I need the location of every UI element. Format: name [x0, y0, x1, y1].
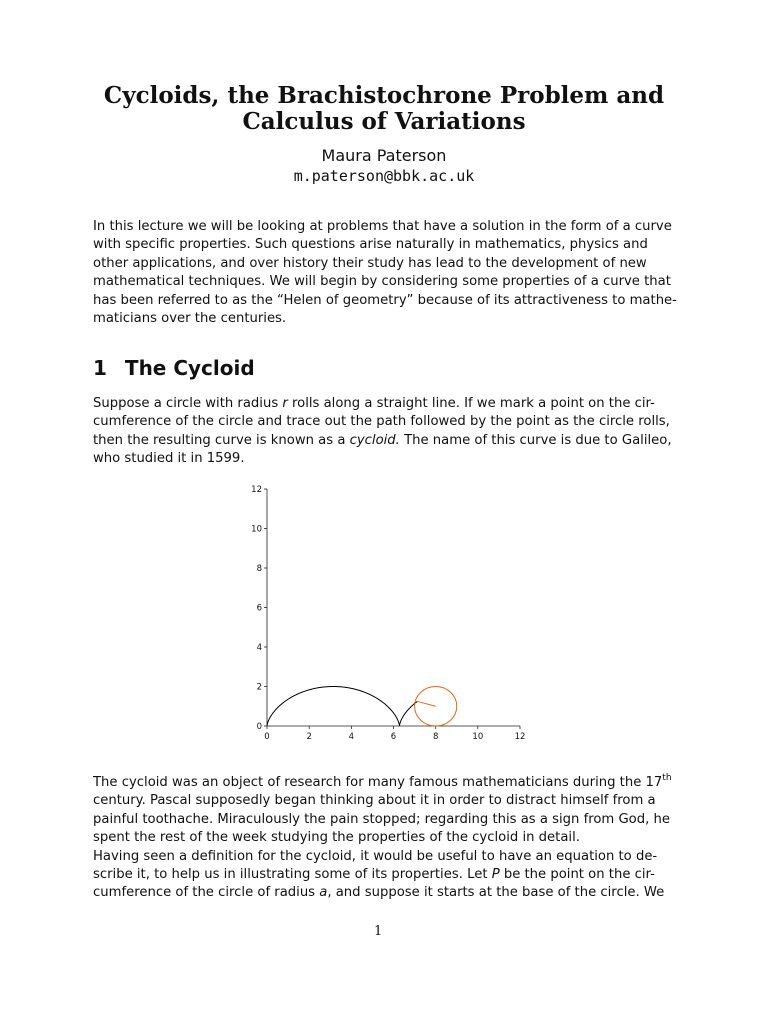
text-run: be the point on the cir- — [499, 867, 655, 883]
y-tick-label: 10 — [251, 524, 262, 535]
paragraph-line — [93, 432, 673, 450]
paragraph-line: cumference of the circle and trace out the path followed by the point as the circle rolls, — [93, 414, 670, 430]
x-tick-label: 8 — [432, 732, 439, 742]
paragraph-line — [93, 884, 673, 902]
text-run: The cycloid was an object of research for many famous mathematicians during the 17 — [93, 775, 663, 790]
y-tick-label: 2 — [256, 682, 262, 693]
paragraph-line: century. Pascal supposedly began thinking about it in order to distract himself from a — [93, 793, 656, 809]
paragraph-line: who studied it in 1599. — [93, 451, 245, 467]
author-name: Maura Paterson — [321, 146, 447, 165]
paragraph-line: painful toothache. Miraculously the pain stopped; regarding this as a sign from God, he — [93, 811, 670, 827]
y-tick-label: 4 — [256, 643, 262, 653]
title-line-2: Calculus of Variations — [242, 108, 526, 135]
emphasis: cycloid. — [349, 432, 400, 448]
x-tick-label: 2 — [306, 732, 312, 742]
text-run: cumference of the circle of radius — [93, 885, 320, 901]
x-tick-label: 0 — [264, 732, 270, 742]
math-variable: P — [491, 867, 500, 883]
section-number: 1 — [93, 356, 107, 380]
x-tick-label: 12 — [514, 732, 526, 742]
superscript: th — [662, 773, 672, 783]
section-heading — [93, 356, 255, 380]
paragraph-line — [93, 866, 673, 884]
text-run: , and suppose it starts at the base of the circle. We — [327, 885, 665, 901]
cycloid-curve — [267, 687, 417, 727]
cycloid-definition-paragraph — [93, 395, 673, 469]
intro-line: In this lecture we will be looking at problems that have a solution in the form of a curve — [93, 219, 672, 234]
text-run: Suppose a circle with radius — [93, 396, 283, 411]
x-tick-label: 4 — [348, 732, 355, 742]
intro-line: mathematical techniques. We will begin by considering some properties of a curve that — [93, 274, 671, 290]
paragraph-line — [93, 774, 673, 792]
x-tick-label: 10 — [472, 732, 484, 742]
author-email: m.paterson@bbk.ac.uk — [293, 167, 475, 185]
section-title: The Cycloid — [124, 356, 255, 380]
text-run: scribe it, to help us in illustrating some of its properties. Let — [93, 867, 492, 883]
math-variable: a — [319, 885, 328, 901]
text-run: rolls along a straight line. If we mark a point on the cir- — [287, 396, 655, 411]
rolling-circle — [415, 687, 457, 727]
math-variable: r — [282, 396, 288, 411]
paper-title — [60, 83, 708, 135]
paragraph-line: Having seen a definition for the cycloid, it would be useful to have an equation to de- — [93, 848, 658, 864]
y-tick-label: 12 — [251, 485, 262, 495]
text-run: The name of this curve is due to Galileo, — [399, 432, 672, 448]
x-tick-label: 6 — [390, 732, 397, 742]
y-tick-label: 6 — [256, 603, 262, 614]
radius-line — [417, 701, 435, 706]
title-line-1: Cycloids, the Brachistochrone Problem and — [103, 82, 665, 109]
text-run: then the resulting curve is known as a — [93, 432, 350, 448]
intro-paragraph — [93, 218, 677, 328]
intro-line: with specific properties. Such questions arise naturally in mathematics, physics and — [93, 237, 648, 253]
history-paragraph — [93, 774, 673, 903]
cycloid-plot — [244, 480, 544, 750]
intro-line: other applications, and over history their study has lead to the development of new — [93, 255, 647, 271]
paragraph-line: spent the rest of the week studying the properties of the cycloid in detail. — [93, 830, 580, 846]
y-tick-label: 0 — [256, 722, 262, 732]
intro-line: has been referred to as the “Helen of geometry” because of its attractiveness to mathe- — [93, 292, 677, 308]
paragraph-line — [93, 395, 673, 413]
y-tick-label: 8 — [256, 564, 262, 574]
intro-line: maticians over the centuries. — [93, 311, 287, 327]
page-number: 1 — [374, 924, 383, 939]
